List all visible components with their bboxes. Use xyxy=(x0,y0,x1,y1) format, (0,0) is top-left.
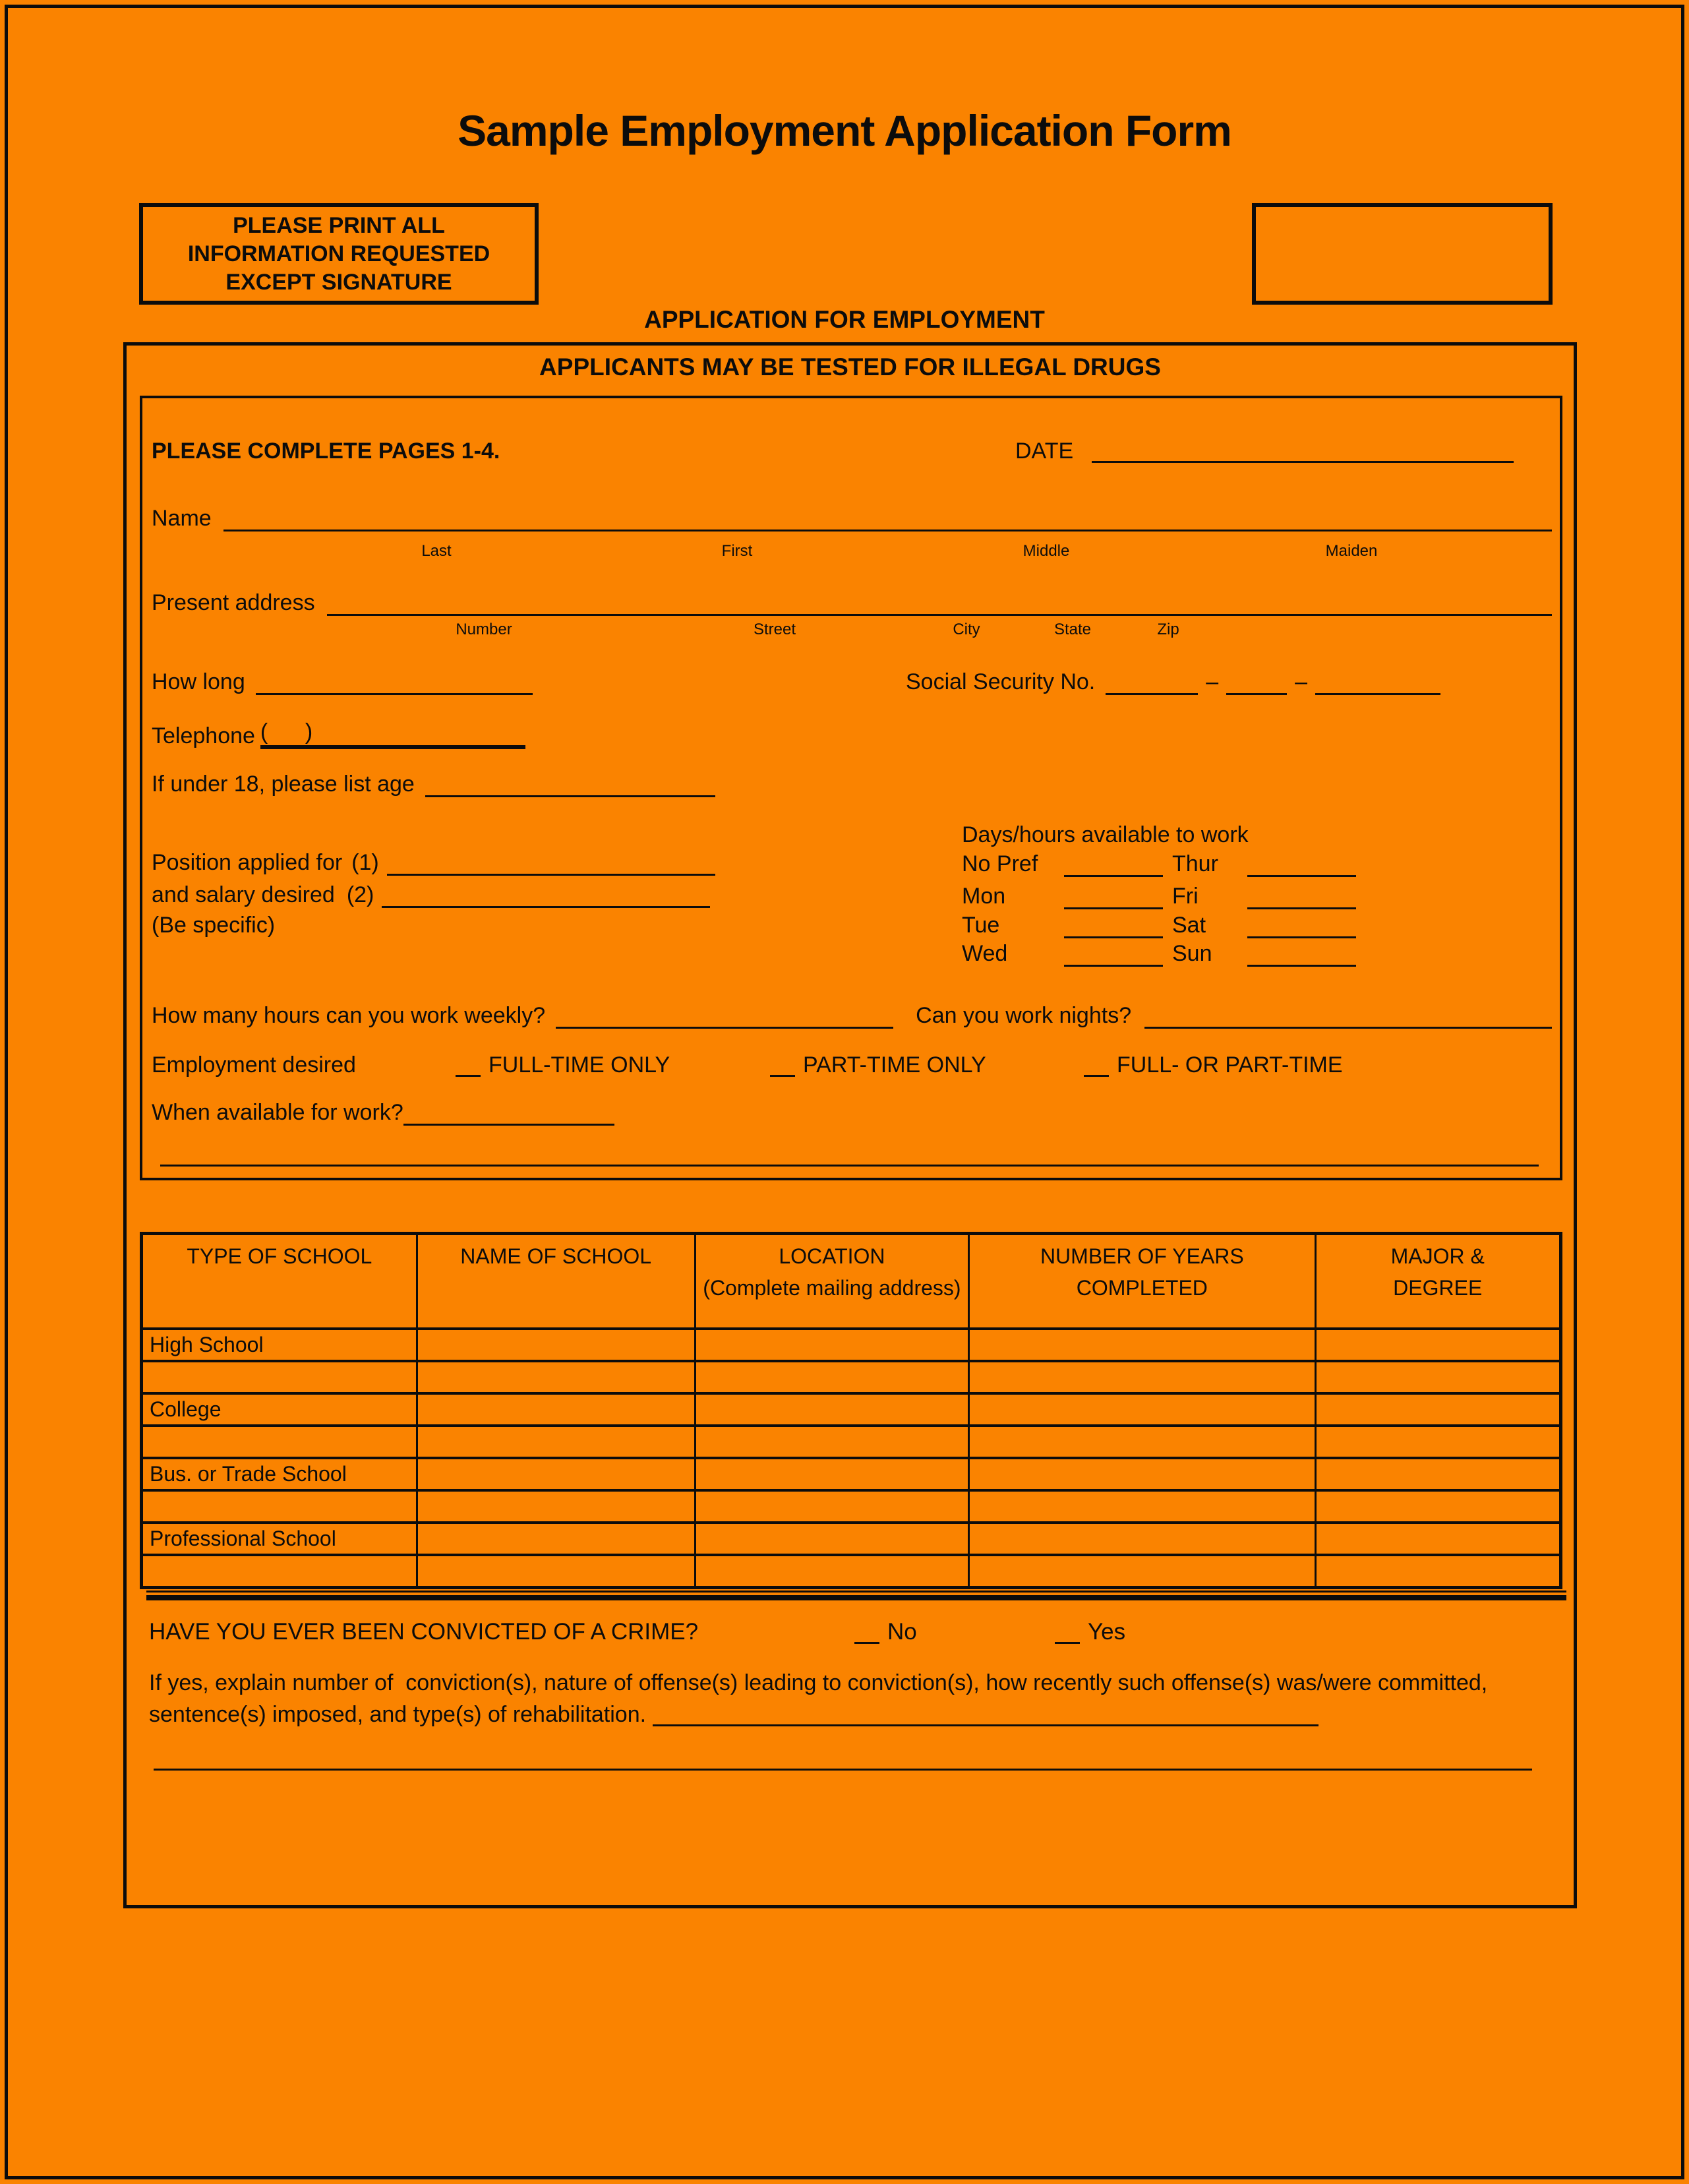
day-row-2 xyxy=(962,883,1356,909)
table-cell[interactable] xyxy=(1315,1555,1561,1588)
address-sublabel-street: Street xyxy=(753,621,796,638)
education-table xyxy=(140,1232,1562,1589)
work-nights-label: Can you work nights? xyxy=(916,1003,1132,1028)
when-available-line[interactable] xyxy=(403,1120,614,1126)
conviction-no-blank[interactable] xyxy=(854,1638,879,1644)
name-sublabel-first: First xyxy=(721,542,753,560)
table-cell[interactable] xyxy=(417,1329,695,1361)
day-line-fri[interactable] xyxy=(1247,903,1356,909)
conviction-question-row xyxy=(149,1618,1547,1651)
when-available-label: When available for work? xyxy=(152,1100,403,1125)
table-row-trade-school xyxy=(142,1458,1561,1490)
day-row-1 xyxy=(962,851,1356,877)
print-notice-line-2: INFORMATION REQUESTED xyxy=(187,241,490,266)
table-row-professional-school xyxy=(142,1523,1561,1555)
conviction-yes-option[interactable]: Yes xyxy=(1055,1618,1125,1646)
address-row xyxy=(152,590,1552,616)
table-cell[interactable] xyxy=(969,1555,1315,1588)
application-heading: APPLICATION FOR EMPLOYMENT xyxy=(644,306,1045,333)
name-row xyxy=(152,505,1552,531)
row-label-high-school: High School xyxy=(142,1329,417,1361)
hours-weekly-row xyxy=(152,1002,1552,1029)
employment-option-part-time[interactable]: PART-TIME ONLY xyxy=(770,1052,986,1078)
day-label-sat: Sat xyxy=(1172,913,1206,938)
conviction-yes-blank[interactable] xyxy=(1055,1638,1080,1644)
conviction-no-option[interactable]: No xyxy=(854,1618,917,1646)
table-cell[interactable] xyxy=(417,1393,695,1426)
table-cell[interactable] xyxy=(969,1329,1315,1361)
table-cell[interactable] xyxy=(969,1393,1315,1426)
ssn-dash-1: – xyxy=(1206,669,1219,694)
header-location: LOCATION (Complete mailing address) xyxy=(695,1234,969,1329)
table-cell[interactable] xyxy=(969,1523,1315,1555)
under-18-age-line[interactable] xyxy=(425,791,715,797)
table-cell[interactable] xyxy=(969,1458,1315,1490)
conviction-explain-text: If yes, explain number of conviction(s), nature of offense(s) leading to conviction(s), how recently such offense(s) was/were committed, sentence(s) imposed, and type(s) of rehabilitation. xyxy=(149,1670,1494,1727)
day-line-tue[interactable] xyxy=(1064,932,1163,938)
day-line-wed[interactable] xyxy=(1064,961,1163,967)
how-long-row xyxy=(152,669,533,695)
date-row xyxy=(1015,438,1514,464)
row-label-trade-school: Bus. or Trade School xyxy=(142,1458,417,1490)
day-line-thur[interactable] xyxy=(1247,871,1356,877)
table-row-blank xyxy=(142,1490,1561,1523)
personal-section-write-in-line[interactable] xyxy=(160,1165,1539,1167)
conviction-explain-block xyxy=(149,1667,1540,1730)
ssn-line-2[interactable] xyxy=(1226,689,1287,695)
full-or-part-blank[interactable] xyxy=(1084,1071,1109,1077)
header-name-of-school: NAME OF SCHOOL xyxy=(417,1234,695,1329)
table-cell[interactable] xyxy=(695,1361,969,1393)
table-cell[interactable] xyxy=(1315,1490,1561,1523)
day-label-wed: Wed xyxy=(962,941,1008,966)
table-cell[interactable] xyxy=(1315,1361,1561,1393)
personal-info-section xyxy=(140,396,1562,1180)
salary-number: (2) xyxy=(346,882,374,907)
table-cell[interactable] xyxy=(142,1555,417,1588)
name-sublabel-middle: Middle xyxy=(1022,542,1070,560)
day-row-4 xyxy=(962,940,1356,967)
table-cell[interactable] xyxy=(1315,1426,1561,1458)
header-type-of-school: TYPE OF SCHOOL xyxy=(142,1234,417,1329)
ssn-label: Social Security No. xyxy=(906,669,1096,694)
day-line-mon[interactable] xyxy=(1064,903,1163,909)
table-cell[interactable] xyxy=(695,1329,969,1361)
table-cell[interactable] xyxy=(1315,1329,1561,1361)
day-line-sun[interactable] xyxy=(1247,961,1356,967)
table-row-blank xyxy=(142,1426,1561,1458)
table-row-college xyxy=(142,1393,1561,1426)
table-cell[interactable] xyxy=(417,1555,695,1588)
day-label-thur: Thur xyxy=(1172,851,1218,876)
be-specific-label: (Be specific) xyxy=(152,913,276,938)
table-cell[interactable] xyxy=(695,1555,969,1588)
table-cell[interactable] xyxy=(695,1523,969,1555)
employment-desired-row xyxy=(152,1052,1552,1081)
education-table-header-row xyxy=(142,1234,1561,1329)
under-18-row xyxy=(152,771,715,797)
conviction-write-in-line[interactable] xyxy=(154,1769,1532,1771)
table-row-blank xyxy=(142,1555,1561,1588)
days-hours-header: Days/hours available to work xyxy=(962,822,1249,847)
table-cell[interactable] xyxy=(695,1458,969,1490)
name-line[interactable] xyxy=(223,526,1552,531)
divider-bar xyxy=(146,1595,1566,1600)
table-cell[interactable] xyxy=(969,1490,1315,1523)
table-cell[interactable] xyxy=(417,1523,695,1555)
table-cell[interactable] xyxy=(695,1426,969,1458)
table-cell[interactable] xyxy=(417,1490,695,1523)
table-cell[interactable] xyxy=(1315,1523,1561,1555)
page-title: Sample Employment Application Form xyxy=(458,106,1231,155)
telephone-area-code-parens: ( ) xyxy=(260,719,313,744)
day-line-nopref[interactable] xyxy=(1064,871,1163,877)
employment-option-full-or-part[interactable]: FULL- OR PART-TIME xyxy=(1084,1052,1343,1078)
conviction-explain-line[interactable] xyxy=(653,1720,1319,1726)
hours-weekly-label: How many hours can you work weekly? xyxy=(152,1003,546,1028)
date-label: DATE xyxy=(1015,439,1074,464)
table-cell[interactable] xyxy=(1315,1393,1561,1426)
table-cell[interactable] xyxy=(969,1426,1315,1458)
drug-test-notice: APPLICANTS MAY BE TESTED FOR ILLEGAL DRUGS xyxy=(539,353,1161,380)
address-sublabel-city: City xyxy=(953,621,980,638)
header-years-completed: NUMBER OF YEARS COMPLETED xyxy=(969,1234,1315,1329)
work-nights-line[interactable] xyxy=(1144,1023,1552,1029)
ssn-row xyxy=(906,669,1440,695)
table-cell[interactable] xyxy=(695,1490,969,1523)
day-label-mon: Mon xyxy=(962,884,1006,909)
office-use-box[interactable] xyxy=(1252,203,1553,305)
salary-desired-label: and salary desired xyxy=(152,882,335,907)
salary-desired-row xyxy=(152,882,710,908)
how-long-label: How long xyxy=(152,669,245,694)
name-sublabel-maiden: Maiden xyxy=(1325,542,1378,560)
address-sublabel-zip: Zip xyxy=(1157,621,1179,638)
ssn-dash-2: – xyxy=(1295,669,1308,694)
telephone-label: Telephone xyxy=(152,723,255,748)
row-label-college: College xyxy=(142,1393,417,1426)
day-line-sat[interactable] xyxy=(1247,932,1356,938)
day-label-sun: Sun xyxy=(1172,941,1212,966)
table-row-high-school xyxy=(142,1329,1561,1361)
date-line[interactable] xyxy=(1092,457,1514,463)
address-sublabel-number: Number xyxy=(456,621,512,638)
part-time-blank[interactable] xyxy=(770,1071,795,1077)
position-line[interactable] xyxy=(387,870,715,876)
table-cell[interactable] xyxy=(417,1361,695,1393)
position-applied-label: Position applied for xyxy=(152,850,343,875)
complete-pages-label: PLEASE COMPLETE PAGES 1-4. xyxy=(152,439,500,464)
telephone-row xyxy=(152,719,525,749)
day-row-3 xyxy=(962,912,1356,938)
print-notice-line-3: EXCEPT SIGNATURE xyxy=(225,269,452,295)
telephone-line[interactable] xyxy=(260,719,525,749)
name-sublabel-last: Last xyxy=(421,542,452,560)
table-cell[interactable] xyxy=(417,1458,695,1490)
under-18-label: If under 18, please list age xyxy=(152,772,415,797)
how-long-line[interactable] xyxy=(256,689,533,695)
when-available-row xyxy=(152,1099,614,1126)
table-row-blank xyxy=(142,1361,1561,1393)
conviction-section-divider xyxy=(146,1591,1566,1600)
table-cell[interactable] xyxy=(142,1426,417,1458)
ssn-line-1[interactable] xyxy=(1106,689,1198,695)
table-cell[interactable] xyxy=(695,1393,969,1426)
table-cell[interactable] xyxy=(142,1361,417,1393)
hours-weekly-line[interactable] xyxy=(556,1023,893,1029)
position-number: (1) xyxy=(351,850,379,875)
employment-desired-label: Employment desired xyxy=(152,1052,356,1077)
day-label-nopref: No Pref xyxy=(962,851,1038,876)
address-line[interactable] xyxy=(327,610,1552,616)
conviction-question: HAVE YOU EVER BEEN CONVICTED OF A CRIME? xyxy=(149,1619,699,1645)
table-cell[interactable] xyxy=(969,1361,1315,1393)
print-notice-box xyxy=(139,203,539,305)
address-sublabel-state: State xyxy=(1053,621,1092,638)
table-cell[interactable] xyxy=(1315,1458,1561,1490)
employment-option-full-time[interactable]: FULL-TIME ONLY xyxy=(456,1052,670,1078)
address-label: Present address xyxy=(152,590,315,615)
name-label: Name xyxy=(152,506,212,531)
header-major-degree: MAJOR & DEGREE xyxy=(1315,1234,1561,1329)
day-label-fri: Fri xyxy=(1172,884,1199,909)
position-applied-row xyxy=(152,849,715,876)
row-label-professional-school: Professional School xyxy=(142,1523,417,1555)
form-body-section xyxy=(123,342,1577,1908)
day-label-tue: Tue xyxy=(962,913,1000,938)
table-cell[interactable] xyxy=(142,1490,417,1523)
salary-line[interactable] xyxy=(382,902,710,908)
table-cell[interactable] xyxy=(417,1426,695,1458)
ssn-line-3[interactable] xyxy=(1315,689,1440,695)
print-notice-line-1: PLEASE PRINT ALL xyxy=(233,212,445,238)
full-time-blank[interactable] xyxy=(456,1071,481,1077)
